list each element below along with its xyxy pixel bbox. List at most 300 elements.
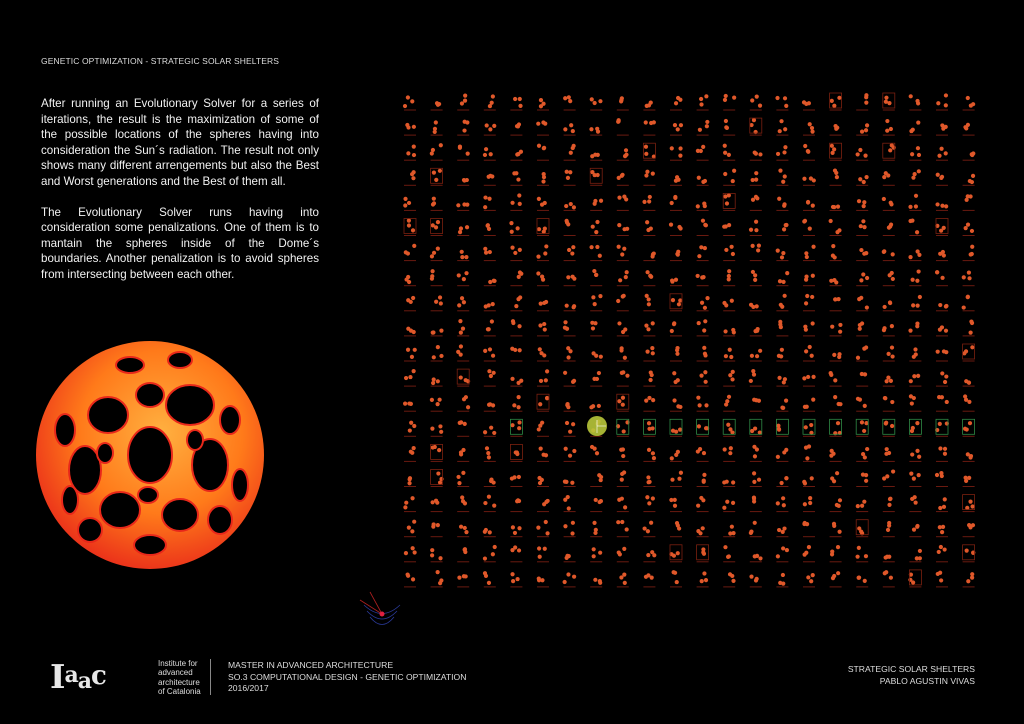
sphere-dot — [858, 177, 862, 181]
sphere-dot — [755, 196, 759, 200]
sphere-dot — [834, 280, 838, 284]
sphere-dot — [407, 219, 411, 223]
sphere-dot — [915, 230, 919, 234]
sphere-dot — [434, 300, 438, 304]
sphere-dot — [544, 520, 548, 524]
sphere-dot — [889, 379, 893, 383]
generation-cell — [404, 219, 416, 236]
sphere-dot — [729, 446, 733, 450]
sphere-dot — [517, 548, 521, 552]
sphere-dot — [885, 474, 889, 478]
sphere-dot — [407, 526, 411, 530]
sphere-dot — [863, 372, 867, 376]
sphere-dot — [944, 125, 948, 129]
sphere-dot — [596, 153, 600, 157]
sphere-dot — [889, 201, 893, 205]
sphere-dot — [592, 521, 596, 525]
sphere-dot — [935, 202, 939, 206]
generation-cell — [564, 245, 576, 261]
generation-cell — [723, 328, 736, 336]
generation-cell — [750, 171, 762, 185]
sphere-dot — [887, 451, 891, 455]
generation-cell — [723, 545, 735, 562]
sphere-dot — [676, 551, 680, 555]
sphere-dot — [439, 430, 443, 434]
sphere-dot — [490, 319, 494, 323]
sphere-dot — [918, 549, 922, 553]
sphere-dot — [406, 151, 410, 155]
sphere-dot — [412, 244, 416, 248]
generation-cell — [510, 545, 522, 561]
sphere-dot — [672, 398, 676, 402]
sphere-dot — [593, 302, 597, 306]
sphere-dot — [724, 354, 728, 358]
sphere-dot — [805, 405, 809, 409]
generation-cell — [776, 119, 788, 135]
sphere-dot — [492, 504, 496, 508]
sphere-dot — [568, 454, 572, 458]
sphere-dot — [909, 94, 913, 98]
generation-cell — [776, 249, 789, 261]
sphere-dot — [647, 501, 651, 505]
sphere-dot — [518, 104, 522, 108]
sphere-dot — [809, 423, 813, 427]
generation-cell — [670, 294, 682, 311]
sphere-dot — [539, 301, 543, 305]
sphere-dot — [780, 405, 784, 409]
sphere-dot — [590, 154, 594, 158]
generation-cell — [430, 247, 443, 261]
sphere-dot — [696, 396, 700, 400]
sphere-dot — [563, 580, 567, 584]
sphere-dot — [572, 449, 576, 453]
sphere-dot — [543, 327, 547, 331]
sphere-dot — [940, 474, 944, 478]
sphere-dot — [543, 201, 547, 205]
project-title: STRATEGIC SOLAR SHELTERS — [847, 664, 975, 674]
sphere-dot — [432, 522, 436, 526]
sphere-dot — [620, 252, 624, 256]
sphere-dot — [724, 94, 728, 98]
sphere-dot — [862, 500, 866, 504]
sphere-dot — [837, 96, 841, 100]
sphere-dot — [645, 350, 649, 354]
sphere-dot — [810, 130, 814, 134]
sphere-dot — [537, 546, 541, 550]
sphere-dot — [542, 322, 546, 326]
generation-cell — [723, 348, 735, 361]
sphere-dot — [518, 97, 522, 101]
sphere-dot — [674, 179, 678, 183]
sphere-dot — [465, 203, 469, 207]
sphere-dot — [702, 451, 706, 455]
generation-cell — [537, 546, 549, 561]
sphere-dot — [937, 550, 941, 554]
sphere-dot — [723, 545, 727, 549]
sphere-dot — [670, 456, 674, 460]
sphere-dot — [832, 574, 836, 578]
generation-cell — [750, 95, 762, 110]
sphere-dot — [539, 351, 543, 355]
sphere-dot — [459, 353, 463, 357]
sphere-dot — [512, 403, 516, 407]
sphere-dot — [908, 205, 912, 209]
sphere-dot — [516, 152, 520, 156]
generation-cell — [537, 499, 550, 512]
sphere-dot — [859, 278, 863, 282]
sphere-dot — [595, 451, 599, 455]
sphere-dot — [862, 225, 866, 229]
generation-cell — [776, 573, 788, 587]
generation-cell — [883, 521, 895, 537]
generation-cell — [909, 146, 921, 160]
sphere-dot — [753, 278, 757, 282]
generation-cell — [856, 219, 868, 235]
generation-cell — [563, 123, 575, 135]
sphere-dot — [779, 325, 783, 329]
generation-cell — [776, 271, 789, 286]
sphere-dot — [485, 123, 489, 127]
sphere-dot — [457, 481, 461, 485]
generation-cell — [510, 377, 523, 386]
sphere-dot — [436, 570, 440, 574]
sphere-dot — [514, 304, 518, 308]
generation-cell — [696, 274, 709, 286]
sphere-dot — [617, 196, 621, 200]
sphere-dot — [723, 144, 727, 148]
generation-cell — [404, 546, 417, 562]
sphere-dot — [915, 421, 919, 425]
sphere-dot — [808, 227, 812, 231]
sphere-dot — [938, 506, 942, 510]
sphere-dot — [780, 348, 784, 352]
generation-cell — [484, 94, 496, 110]
sphere-dot — [782, 204, 786, 208]
sphere-dot — [517, 324, 521, 328]
sphere-dot — [619, 99, 623, 103]
generation-cell — [749, 220, 762, 236]
sphere-dot — [464, 271, 468, 275]
sphere-dot — [670, 329, 674, 333]
sphere-dot — [935, 473, 939, 477]
sphere-dot — [411, 176, 415, 180]
sphere-dot — [731, 480, 735, 484]
sphere-dot — [938, 303, 942, 307]
sphere-dot — [943, 452, 947, 456]
generation-cell — [617, 497, 629, 512]
generation-cell — [431, 377, 443, 386]
sphere-dot — [434, 178, 438, 182]
generation-cell — [616, 294, 629, 311]
generation-cell — [936, 446, 948, 461]
sphere-dot — [436, 379, 440, 383]
sphere-dot — [915, 279, 919, 283]
generation-cell — [643, 448, 656, 462]
generation-cell — [483, 571, 496, 587]
sphere-dot — [673, 123, 677, 127]
sphere-dot — [542, 502, 546, 506]
sphere-dot — [510, 230, 514, 234]
sphere-dot — [437, 448, 441, 452]
generation-cell — [909, 524, 921, 537]
generation-cell — [856, 500, 868, 512]
sphere-dot — [804, 278, 808, 282]
sphere-dot — [778, 581, 782, 585]
generation-cell — [883, 419, 895, 436]
sphere-dot — [431, 223, 435, 227]
sphere-dot — [510, 476, 514, 480]
sphere-dot — [593, 578, 597, 582]
sphere-dot — [591, 295, 595, 299]
sphere-dot — [436, 220, 440, 224]
sphere-dot — [783, 127, 787, 131]
sphere-dot — [944, 329, 948, 333]
generation-cell — [882, 249, 895, 260]
sphere-dot — [487, 495, 491, 499]
generation-cell — [564, 275, 577, 286]
sphere-dot — [517, 420, 521, 424]
sphere-dot — [463, 501, 467, 505]
generation-cell — [723, 245, 735, 261]
generation-cell — [856, 372, 868, 386]
generation-cell — [936, 173, 948, 186]
sphere-dot — [783, 377, 787, 381]
generation-cell — [430, 398, 443, 412]
generation-cell — [776, 399, 788, 412]
sphere-dot — [752, 118, 756, 122]
generation-cell — [776, 197, 788, 211]
sphere-dot — [938, 446, 942, 450]
sphere-dot — [701, 219, 705, 223]
sphere-dot — [487, 303, 491, 307]
generation-cell — [510, 319, 522, 336]
sphere-dot — [943, 497, 947, 501]
sphere-dot — [676, 96, 680, 100]
generation-cell — [749, 118, 761, 135]
sphere-dot — [836, 571, 840, 575]
sphere-dot — [784, 399, 788, 403]
sphere-dot — [757, 478, 761, 482]
generation-cell — [510, 347, 522, 361]
sphere-dot — [726, 423, 730, 427]
sphere-dot — [563, 320, 567, 324]
sphere-dot — [702, 480, 706, 484]
generation-cell — [963, 452, 975, 461]
sphere-dot — [703, 319, 707, 323]
generation-cell — [696, 201, 709, 210]
sphere-dot — [938, 571, 942, 575]
sphere-dot — [489, 152, 493, 156]
sphere-dot — [513, 97, 517, 101]
generation-cell — [697, 176, 709, 186]
sphere-dot — [830, 144, 834, 148]
generation-cell — [590, 473, 603, 486]
generation-cell — [590, 294, 602, 311]
sphere-dot — [809, 579, 813, 583]
sphere-dot — [483, 349, 487, 353]
sphere-dot — [536, 255, 540, 259]
generation-cell — [590, 321, 602, 336]
generation-cell — [510, 122, 522, 135]
sphere-dot — [406, 348, 410, 352]
sphere-dot — [591, 326, 595, 330]
generation-cell — [856, 296, 869, 311]
generation-cell — [643, 220, 655, 235]
sphere-dot — [857, 199, 861, 203]
sphere-dot — [864, 473, 868, 477]
sphere-dot — [599, 475, 603, 479]
sphere-dot — [864, 175, 868, 179]
sphere-dot — [731, 501, 735, 505]
sphere-dot — [781, 546, 785, 550]
generation-cell — [776, 348, 788, 361]
description-paragraph-2: The Evolutionary Solver runs having into consideration some penalizations. One of them is to mantain the spheres inside of the Dome´s boundaries. Another penalization is to avoid spheres from intersecting between each other. — [41, 205, 319, 281]
sphere-dot — [488, 280, 492, 284]
sphere-dot — [913, 172, 917, 176]
generation-cell — [669, 498, 682, 512]
generation-cell — [670, 146, 683, 160]
sphere-dot — [700, 301, 704, 305]
sphere-dot — [862, 204, 866, 208]
generation-cell — [883, 570, 895, 587]
sphere-dot — [971, 151, 975, 155]
sphere-dot — [623, 581, 627, 585]
sphere-dot — [598, 254, 602, 258]
generation-cell — [670, 346, 682, 361]
sphere-dot — [430, 500, 434, 504]
sphere-dot — [732, 169, 736, 173]
sphere-dot — [645, 294, 649, 298]
sphere-dot — [754, 220, 758, 224]
sphere-dot — [406, 574, 410, 578]
generation-cell — [617, 470, 629, 486]
sphere-dot — [917, 269, 921, 273]
sphere-dot — [407, 201, 411, 205]
sphere-dot — [438, 295, 442, 299]
course-line: SO.3 COMPUTATIONAL DESIGN - GENETIC OPTIMIZATION — [228, 671, 467, 682]
generation-cell — [617, 96, 629, 110]
course-info — [228, 660, 466, 695]
sphere-dot — [882, 326, 886, 330]
sphere-dot — [699, 97, 703, 101]
sphere-dot — [678, 146, 682, 150]
generation-cell — [590, 445, 602, 462]
sphere-dot — [595, 127, 599, 131]
sphere-dot — [624, 148, 628, 152]
sphere-dot — [696, 529, 700, 533]
sphere-dot — [595, 377, 599, 381]
sphere-dot — [403, 197, 407, 201]
generation-cell — [590, 547, 602, 562]
sphere-dot — [463, 547, 467, 551]
sphere-dot — [705, 296, 709, 300]
sphere-dot — [731, 531, 735, 535]
generation-cell — [563, 495, 575, 512]
generation-cell — [510, 97, 522, 110]
sphere-dot — [802, 480, 806, 484]
generation-cell — [696, 396, 708, 412]
sphere-dot — [645, 220, 649, 224]
sphere-dot — [781, 280, 785, 284]
generation-cell — [456, 344, 469, 361]
generation-cell — [404, 170, 416, 185]
generation-cell — [510, 193, 522, 210]
sphere-dot — [911, 176, 915, 180]
sphere-dot — [969, 103, 973, 107]
sphere-dot — [679, 123, 683, 127]
generation-cell — [643, 270, 655, 286]
generation-cell — [431, 570, 444, 587]
sphere-dot — [732, 96, 736, 100]
generation-cell — [483, 147, 496, 160]
sphere-dot — [458, 230, 462, 234]
sphere-dot — [567, 506, 571, 510]
generation-cell — [909, 169, 921, 185]
sphere-dot — [968, 500, 972, 504]
generation-cell — [936, 371, 948, 386]
sphere-dot — [566, 176, 570, 180]
sphere-dot — [671, 298, 675, 302]
sphere-dot — [830, 99, 834, 103]
sphere-dot — [457, 273, 461, 277]
generation-cell — [457, 145, 470, 161]
generation-cell — [670, 96, 682, 110]
sphere-dot — [597, 371, 601, 375]
sphere-dot — [887, 524, 891, 528]
sphere-dot — [489, 426, 493, 430]
sphere-dot — [488, 127, 492, 131]
sphere-dot — [704, 94, 708, 98]
sphere-dot — [702, 328, 706, 332]
sphere-dot — [617, 550, 621, 554]
sphere-dot — [943, 547, 947, 551]
generation-cell — [537, 421, 549, 437]
sphere-dot — [409, 329, 413, 333]
sphere-dot — [675, 346, 679, 350]
sphere-dot — [411, 228, 415, 232]
sphere-dot — [749, 575, 753, 579]
generation-cell — [722, 223, 735, 235]
sphere-dot — [466, 405, 470, 409]
generation-cell — [643, 396, 655, 411]
generation-cell — [403, 197, 416, 211]
sphere-dot — [803, 219, 807, 223]
generation-cell — [936, 545, 948, 562]
sphere-dot — [487, 175, 491, 179]
sphere-dot — [889, 127, 893, 131]
sphere-dot — [649, 275, 653, 279]
sphere-dot — [729, 355, 733, 359]
sphere-dot — [835, 175, 839, 179]
sphere-dot — [731, 179, 735, 183]
sphere-dot — [697, 424, 701, 428]
sphere-dot — [750, 354, 754, 358]
sphere-dot — [458, 319, 462, 323]
generation-cell — [962, 295, 975, 311]
sun-path-diagram — [360, 592, 400, 625]
generation-cell — [404, 296, 416, 311]
generation-cell — [750, 244, 762, 261]
sphere-dot — [915, 556, 919, 560]
sphere-dot — [436, 402, 440, 406]
sphere-dot — [908, 255, 912, 259]
sphere-dot — [887, 503, 891, 507]
sphere-dot — [538, 424, 542, 428]
sphere-dot — [778, 279, 782, 283]
generation-cell — [963, 194, 975, 210]
sphere-dot — [645, 495, 649, 499]
sphere-dot — [652, 553, 656, 557]
